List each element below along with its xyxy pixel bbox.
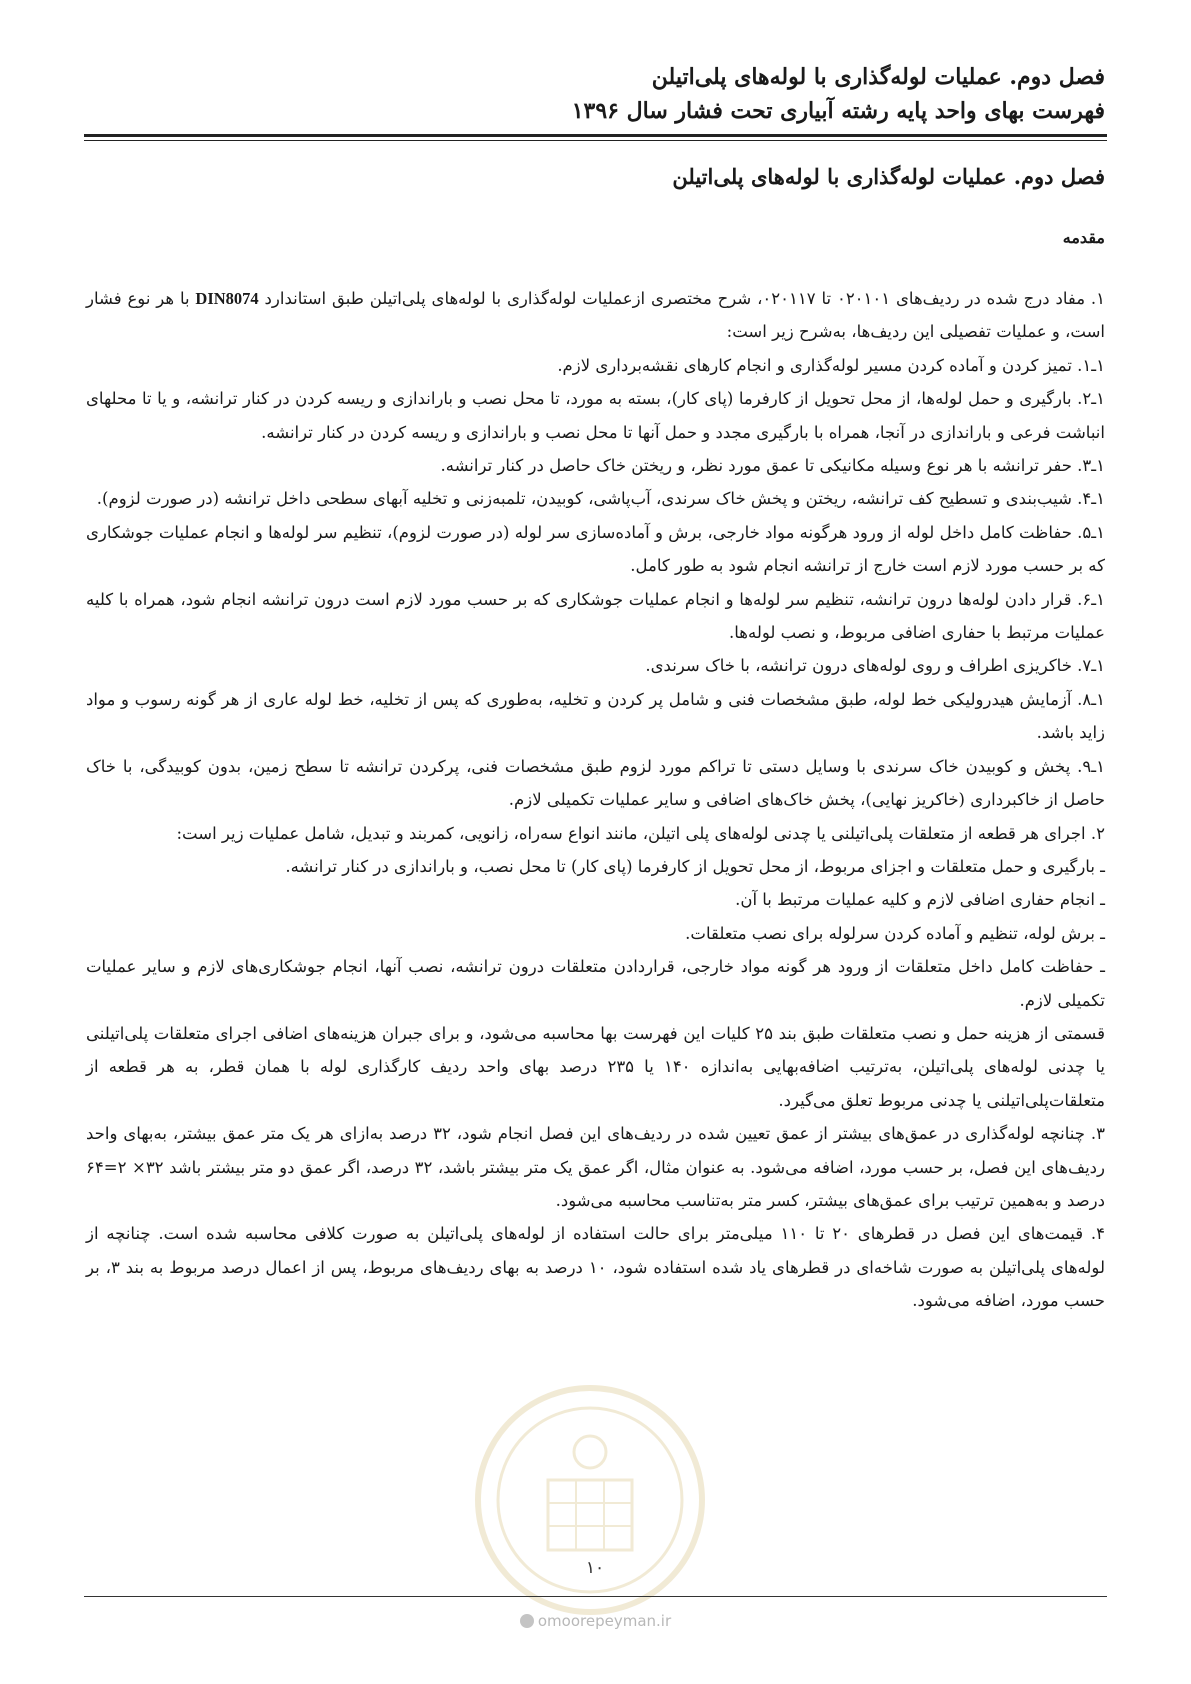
paragraph: ۱ـ۹. پخش و کوبیدن خاک سرندی با وسایل دستی تا تراکم مورد لزوم طبق مشخصات فنی، پرکردن ترانشه تا سطح زمین، بدون کوبیدگی، با خاک حاصل از خاکبرداری (خاکریز نهایی)، پخش خاک‌های اضافی و سایر عملیات تکمیلی لازم. (86, 756, 1105, 810)
header-rule-thick (84, 134, 1107, 137)
paragraph: ـ بارگیری و حمل متعلقات و اجزای مربوط، از محل تحویل از کارفرما (پای کار) تا محل نصب، و باراندازی در کنار ترانشه. (285, 856, 1105, 876)
paragraph: ۱ـ۷. خاکریزی اطراف و روی لوله‌های درون ترانشه، با خاک سرندی. (645, 656, 1105, 676)
standard-code: DIN8074 (195, 289, 259, 308)
paragraph: ـ حفاظت کامل داخل متعلقات از ورود هر گونه مواد خارجی، قراردادن متعلقات درون ترانشه، نصب آنها، انجام جوشکاری‌های لازم و سایر عملیات تکمیلی لازم. (86, 957, 1105, 1010)
paragraph: ۱ـ۸. آزمایش هیدرولیکی خط لوله، طبق مشخصات فنی و شامل پر کردن و تخلیه، به‌طوری که پس از تخلیه، خط لوله عاری از هر گونه رسوب و مواد زاید باشد. (86, 689, 1105, 743)
paragraph: ۱ـ۳. حفر ترانشه با هر نوع وسیله مکانیکی تا عمق مورد نظر، و ریختن خاک حاصل در کنار ترانشه. (440, 456, 1105, 476)
running-header-title: فهرست بهای واحد پایه رشته آبیاری تحت فشار سال ۱۳۹۶ (571, 98, 1105, 124)
paragraph: ـ انجام حفاری اضافی لازم و کلیه عملیات مرتبط با آن. (735, 890, 1105, 910)
header-rule-thin (84, 140, 1107, 141)
paragraph: ۱ـ۵. حفاظت کامل داخل لوله از ورود هرگونه مواد خارجی، برش و آماده‌سازی سر لوله (در صورت لزوم)، تنظیم سر لوله‌ها و انجام عملیات جوشکاری که بر حسب مورد لازم است خارج از ترانشه انجام شود به طور کامل. (86, 522, 1105, 576)
subsection-title: مقدمه (1062, 228, 1105, 247)
body-text (86, 282, 1105, 1318)
paragraph: قسمتی از هزینه حمل و نصب متعلقات طبق بند ۲۵ کلیات این فهرست بها محاسبه می‌شود، و برای جبران هزینه‌های اضافی اجرای متعلقات پلی‌اتیلنی یا چدنی لوله‌های پلی‌اتیلن، به‌ترتیب اضافه‌بهایی به‌اندازه ۱۴۰ یا ۲۳۵ درصد بهای واحد ردیف کارگذاری لوله با همان قطر، به هر قطعه از متعلقات‌پلی‌اتیلنی یا چدنی مربوط تعلق می‌گیرد. (86, 1023, 1106, 1110)
paragraph: ۲. اجرای هر قطعه از متعلقات پلی‌اتیلنی یا چدنی لوله‌های پلی اتیلن، مانند انواع سه‌راه، زانویی، کمربند و تبدیل، شامل عملیات زیر است: (176, 823, 1105, 843)
paragraph: ۱ـ۶. قرار دادن لوله‌ها درون ترانشه، تنظیم سر لوله‌ها و انجام عملیات جوشکاری که بر حسب مورد لازم است درون ترانشه انجام شود، همراه با کلیه عملیات مرتبط با حفاری اضافی مربوط، و نصب لوله‌ها. (86, 589, 1105, 643)
paragraph: ۳. چنانچه لوله‌گذاری در عمق‌های بیشتر از عمق تعیین شده در ردیف‌های این فصل انجام شود، ۳۲ درصد به‌ازای هر یک متر عمق بیشتر، به‌بهای واحد ردیف‌های این فصل، بر حسب مورد، اضافه می‌شود. به عنوان مثال، اگر عمق یک متر بیشتر باشد، ۳۲ درصد، اگر عمق دو متر بیشتر باشد ۳۲× ۲=۶۴ درصد و به‌همین ترتیب برای عمق‌های بیشتر، کسر متر به‌تناسب محاسبه می‌شود. (86, 1124, 1105, 1210)
paragraph: ۴. قیمت‌های این فصل در قطرهای ۲۰ تا ۱۱۰ میلی‌متر برای حالت استفاده از لوله‌های پلی‌اتیلن به صورت کلافی محاسبه شده است. چنانچه از لوله‌های پلی‌اتیلن به صورت شاخه‌ای در قطرهای یاد شده استفاده شود، ۱۰ درصد به بهای ردیف‌های مربوط، پس از اعمال درصد مربوط به بند ۳، بر حسب مورد، اضافه می‌شود. (86, 1224, 1105, 1311)
footer-rule (84, 1596, 1107, 1597)
running-header-chapter: فصل دوم. عملیات لوله‌گذاری با لوله‌های پلی‌اتیلن (651, 64, 1105, 90)
paragraph-1-end: با هر نوع فشار است، و عملیات تفصیلی این ردیف‌ها، به‌شرح زیر است: (86, 289, 1105, 342)
paragraph-1 (86, 282, 1105, 349)
paragraph: ۱ـ۴. شیب‌بندی و تسطیح کف ترانشه، ریختن و پخش خاک سرندی، آب‌پاشی، کوبیدن، تلمبه‌زنی و تخلیه آبهای سطحی داخل ترانشه (در صورت لزوم). (96, 489, 1105, 509)
seal-watermark-icon (470, 1380, 710, 1620)
page-number: ۱۰ (585, 1558, 605, 1578)
paragraph-1-start: ۱. مفاد درج شده در ردیف‌های ۰۲۰۱۰۱ تا ۰۲۰۱۱۷، شرح مختصری ازعملیات لوله‌گذاری با لوله‌های پلی‌اتیلن طبق استاندارد (258, 289, 1106, 308)
paragraph: ـ برش لوله، تنظیم و آماده کردن سرلوله برای نصب متعلقات. (685, 923, 1105, 943)
section-title: فصل دوم. عملیات لوله‌گذاری با لوله‌های پلی‌اتیلن (672, 164, 1105, 189)
site-watermark (0, 1612, 1191, 1630)
watermark-text: omoorepeyman.ir (537, 1612, 672, 1630)
paragraph: ۱ـ۲. بارگیری و حمل لوله‌ها، از محل تحویل از کارفرما (پای کار)، بسته به مورد، تا محل نصب و باراندازی و ریسه کردن در کنار ترانشه، و یا تا محلهای انباشت فرعی و باراندازی در آنجا، همراه با بارگیری مجدد و حمل آنها تا محل نصب و باراندازی و ریسه کردن در کنار ترانشه. (86, 389, 1105, 442)
watermark-logo-icon (520, 1614, 534, 1628)
paragraph: ۱ـ۱. تمیز کردن و آماده کردن مسیر لوله‌گذاری و انجام کارهای نقشه‌برداری لازم. (557, 355, 1105, 375)
